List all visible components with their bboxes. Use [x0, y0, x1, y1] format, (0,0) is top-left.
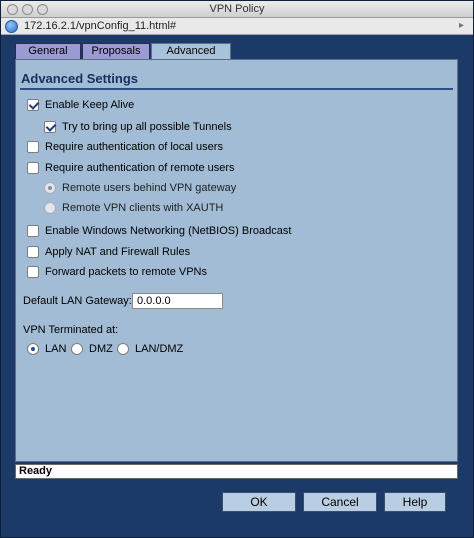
- remote-xauth-row[interactable]: [44, 201, 223, 215]
- auth-local-row[interactable]: [27, 140, 223, 154]
- terminated-dmz-radio[interactable]: [71, 343, 83, 355]
- remote-behind-gateway-radio[interactable]: [44, 182, 56, 194]
- nat-rules-row[interactable]: [27, 245, 190, 259]
- minimize-window-icon[interactable]: [22, 4, 33, 15]
- nat-rules-label: Apply NAT and Firewall Rules: [45, 246, 191, 258]
- remote-xauth-radio[interactable]: [44, 202, 56, 214]
- advanced-settings-panel: [15, 59, 458, 462]
- window-title: VPN Policy: [209, 3, 265, 15]
- auth-remote-checkbox[interactable]: [27, 162, 39, 174]
- remote-xauth-label: Remote VPN clients with XAUTH: [62, 202, 224, 214]
- terminated-lan-radio[interactable]: [27, 343, 39, 355]
- remote-behind-gateway-row[interactable]: [44, 181, 236, 195]
- keep-alive-checkbox[interactable]: [27, 99, 39, 111]
- tab-general[interactable]: General: [15, 43, 81, 59]
- terminated-dmz-row[interactable]: [71, 342, 113, 356]
- remote-behind-gateway-label: Remote users behind VPN gateway: [62, 182, 237, 194]
- terminated-dmz-label: DMZ: [89, 343, 113, 355]
- help-button[interactable]: Help: [384, 492, 446, 512]
- forward-packets-label: Forward packets to remote VPNs: [45, 266, 208, 278]
- bring-up-tunnels-row[interactable]: [44, 120, 232, 134]
- close-window-icon[interactable]: [7, 4, 18, 15]
- keep-alive-label: Enable Keep Alive: [45, 99, 135, 111]
- address-bar[interactable]: [1, 18, 473, 35]
- tab-advanced[interactable]: Advanced: [151, 43, 231, 60]
- forward-packets-row[interactable]: [27, 265, 207, 279]
- zoom-window-icon[interactable]: [37, 4, 48, 15]
- ok-button[interactable]: OK: [222, 492, 296, 512]
- default-gateway-label: Default LAN Gateway:: [23, 295, 132, 307]
- auth-remote-row[interactable]: [27, 161, 235, 175]
- netbios-checkbox[interactable]: [27, 225, 39, 237]
- keep-alive-row[interactable]: [27, 98, 134, 112]
- auth-remote-label: Require authentication of remote users: [45, 162, 235, 174]
- globe-icon: [5, 20, 18, 33]
- terminated-lan-dmz-row[interactable]: [117, 342, 183, 356]
- resize-icon: ▸: [459, 20, 465, 31]
- auth-local-checkbox[interactable]: [27, 141, 39, 153]
- auth-local-label: Require authentication of local users: [45, 141, 223, 153]
- address-url: 172.16.2.1/vpnConfig_11.html#: [24, 20, 177, 32]
- terminated-lan-dmz-radio[interactable]: [117, 343, 129, 355]
- terminated-lan-label: LAN: [45, 343, 67, 355]
- netbios-row[interactable]: [27, 224, 291, 238]
- vpn-terminated-label: VPN Terminated at:: [23, 324, 119, 336]
- forward-packets-checkbox[interactable]: [27, 266, 39, 278]
- status-bar: Ready: [15, 464, 458, 479]
- bring-up-tunnels-label: Try to bring up all possible Tunnels: [62, 121, 232, 133]
- section-divider: [20, 88, 453, 90]
- title-bar: [1, 1, 473, 18]
- nat-rules-checkbox[interactable]: [27, 246, 39, 258]
- terminated-lan-row[interactable]: [27, 342, 66, 356]
- tab-proposals[interactable]: Proposals: [82, 43, 150, 59]
- default-gateway-input[interactable]: [132, 293, 223, 309]
- cancel-button[interactable]: Cancel: [303, 492, 377, 512]
- bring-up-tunnels-checkbox[interactable]: [44, 121, 56, 133]
- netbios-label: Enable Windows Networking (NetBIOS) Broadcast: [45, 225, 292, 237]
- terminated-lan-dmz-label: LAN/DMZ: [135, 343, 184, 355]
- section-title: Advanced Settings: [21, 71, 139, 86]
